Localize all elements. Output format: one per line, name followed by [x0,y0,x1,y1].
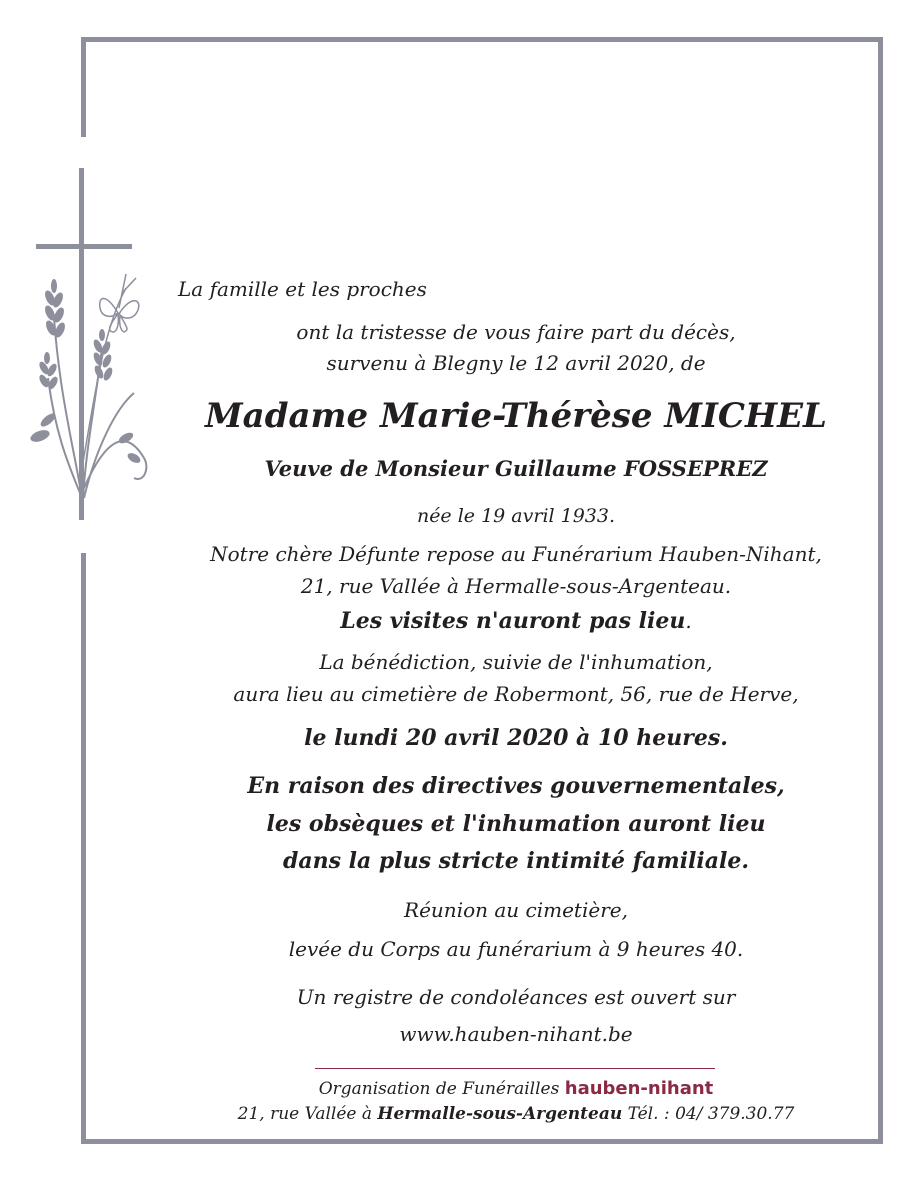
footer-divider [315,1068,715,1069]
deceased-name: Madame Marie-Thérèse MICHEL [205,396,827,436]
notice-line-3: dans la plus stricte intimité familiale. [282,848,750,874]
ceremony-line-2: aura lieu au cimetière de Robermont, 56, rue de Herve, [233,682,799,706]
footer-phone: Tél. : 04/ 379.30.77 [622,1104,795,1124]
birth-line: née le 19 avril 1933. [416,505,616,527]
frame-left-border-upper [81,37,86,137]
rest-line-1: Notre chère Défunte repose au Funérarium Hauben-Nihant, [210,542,822,566]
rest-line-2: 21, rue Vallée à Hermalle-sous-Argenteau. [300,574,732,598]
registry-line: Un registre de condoléances est ouvert sur [296,985,736,1009]
frame-top-border [81,37,883,42]
notice-line-1: En raison des directives gouvernementales, [247,773,785,799]
announce-line-1: ont la tristesse de vous faire part du décès, [296,320,736,344]
brand-logo: hauben-nihant [564,1078,714,1099]
spouse-line: Veuve de Monsieur Guillaume FOSSEPREZ [264,456,768,481]
meeting-line-2: levée du Corps au funérarium à 9 heures 40. [288,937,744,961]
intro-line: La famille et les proches [178,277,427,301]
footer-org-line [57,1078,918,1099]
visits-line [57,608,918,634]
footer-address-line [57,1104,918,1124]
registry-url-link[interactable]: www.hauben-nihant.be [399,1022,633,1046]
ceremony-line-1: La bénédiction, suivie de l'inhumation, [319,650,713,674]
frame-bottom-border [81,1139,883,1144]
notice-line-2: les obsèques et l'inhumation auront lieu [266,811,766,837]
visits-text: Les visites n'auront pas lieu [340,608,686,634]
announce-line-2: survenu à Blegny le 12 avril 2020, de [326,351,706,375]
meeting-line-1: Réunion au cimetière, [404,898,628,922]
visits-period: . [685,609,692,633]
footer-org-prefix: Organisation de Funérailles [318,1079,565,1099]
ceremony-date: le lundi 20 avril 2020 à 10 heures. [304,725,728,751]
footer-address-city: Hermalle-sous-Argenteau [377,1104,623,1124]
footer-address-prefix: 21, rue Vallée à [237,1104,378,1124]
